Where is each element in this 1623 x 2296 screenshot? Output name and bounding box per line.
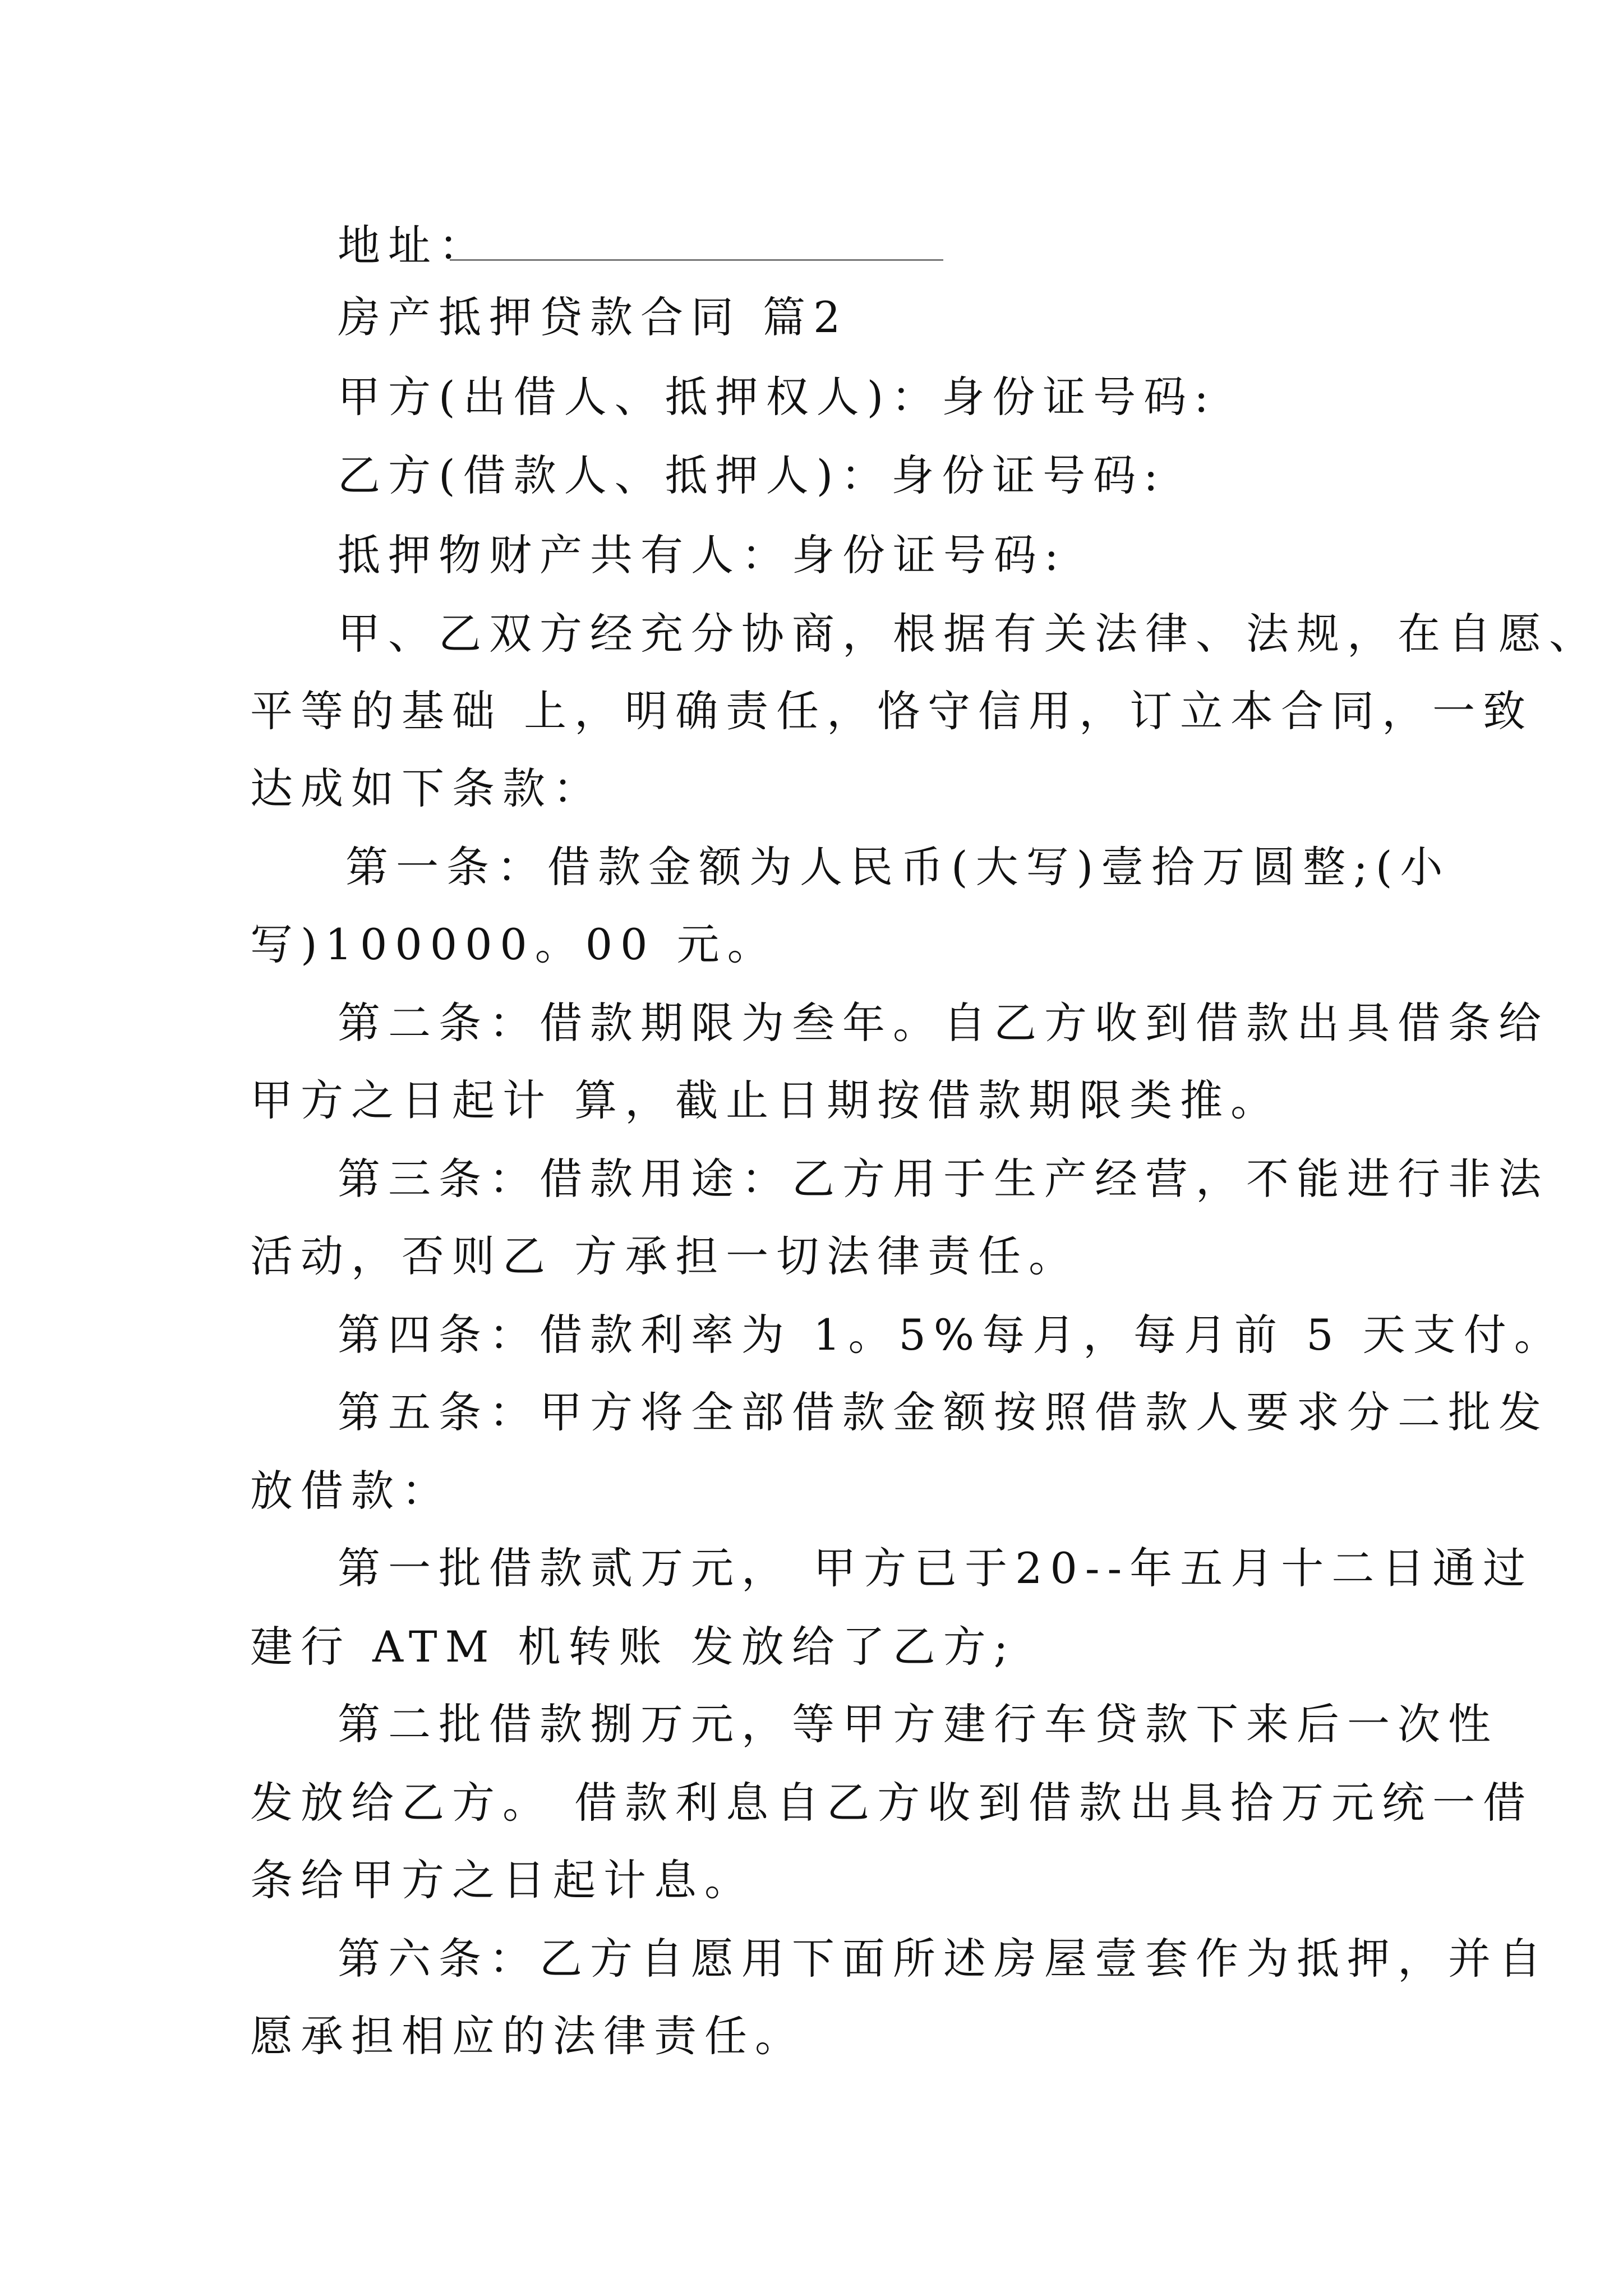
article-4-line: 第四条：借款利率为 1。5%每月，每月前 5 天支付。 <box>338 1310 1565 1360</box>
article-2-line-1: 第二条：借款期限为叁年。自乙方收到借款出具借条给 <box>338 998 1549 1048</box>
batch-1-line-1: 第一批借款贰万元， 甲方已于20--年五月十二日通过 <box>338 1543 1534 1593</box>
preamble-line-1: 甲、乙双方经充分协商，根据有关法律、法规，在自愿、 <box>338 609 1599 659</box>
article-1-line-1: 第一条：借款金额为人民币(大写)壹拾万圆整;(小 <box>345 842 1451 892</box>
article-5-line-1: 第五条：甲方将全部借款金额按照借款人要求分二批发 <box>338 1387 1549 1437</box>
batch-2-line-1: 第二批借款捌万元，等甲方建行车贷款下来后一次性 <box>338 1699 1498 1749</box>
article-3-line-2: 活动，否则乙 方承担一切法律责任。 <box>250 1231 1080 1281</box>
party-a-line: 甲方(出借人、抵押权人)：身份证号码: <box>338 372 1216 422</box>
batch-1-line-2: 建行 ATM 机转账 发放给了乙方; <box>250 1622 1016 1672</box>
preamble-line-3: 达成如下条款： <box>250 763 603 813</box>
address-blank-line <box>450 259 943 261</box>
batch-2-line-2: 发放给乙方。 借款利息自乙方收到借款出具拾万元统一借 <box>250 1778 1534 1828</box>
preamble-line-2: 平等的基础 上，明确责任，恪守信用，订立本合同，一致 <box>250 686 1534 736</box>
co-owner-line: 抵押物财产共有人：身份证号码: <box>338 530 1067 580</box>
party-b-line: 乙方(借款人、抵押人)：身份证号码: <box>338 450 1166 500</box>
batch-2-line-3: 条给甲方之日起计息。 <box>250 1855 755 1905</box>
section-title: 房产抵押贷款合同 篇2 <box>338 292 849 342</box>
article-3-line-1: 第三条：借款用途：乙方用于生产经营，不能进行非法 <box>338 1154 1549 1204</box>
article-6-line-1: 第六条：乙方自愿用下面所述房屋壹套作为抵押，并自 <box>338 1934 1549 1984</box>
article-6-line-2: 愿承担相应的法律责任。 <box>250 2011 805 2061</box>
address-label: 地址： <box>338 220 489 270</box>
article-2-line-2: 甲方之日起计 算，截止日期按借款期限类推。 <box>250 1075 1281 1125</box>
article-1-line-2: 写)100000。00 元。 <box>250 919 778 969</box>
article-5-line-2: 放借款： <box>250 1466 452 1516</box>
